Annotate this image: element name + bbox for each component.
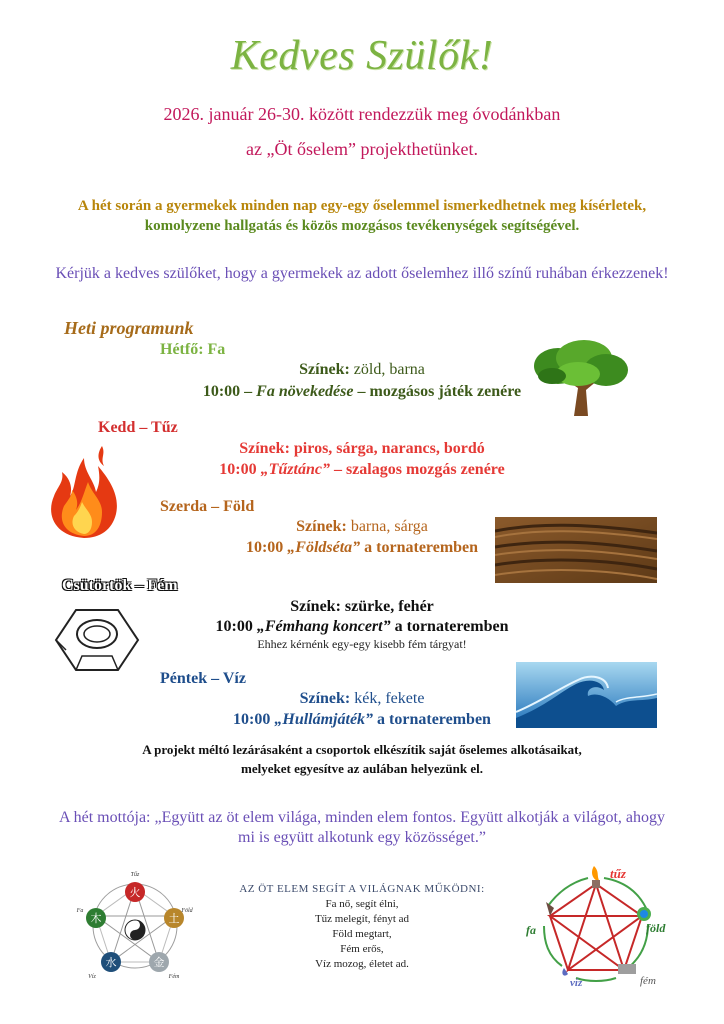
label-fem-right: fém [640,975,656,987]
day-friday-colors: Színek: kék, fekete [299,690,425,707]
day-friday-activity: 10:00 „Hullámjáték” a tornateremben [233,711,491,728]
intro-line-1: A hét során a gyermekek minden nap egy-egy őselemmel ismerkedhetnek meg kísérletek, [77,198,647,214]
label-tuz: Tűz [130,872,140,878]
wave-image [516,662,657,728]
elements-poem [210,882,514,972]
day-thursday-colors: Színek: szürke, fehér [290,598,434,615]
day-thursday-activity: 10:00 „Fémhang koncert” a tornateremben [215,618,509,635]
label-fa: Fa [76,908,84,914]
label-viz: Víz [88,974,96,980]
soil-image [495,517,657,583]
label-viz-right: víz [570,977,583,988]
wu-xing-diagram [70,866,200,984]
wood-glyph: 木 [90,912,102,925]
poem-heading: AZ ÖT ELEM SEGÍT A VILÁGNAK MŰKÖDNI: [239,883,485,895]
day-tuesday-title: Kedd – Tűz [98,419,178,436]
label-fa-right: fa [526,923,536,937]
earth-glyph: 土 [168,912,180,925]
page-title: Kedves Szülők! [230,33,494,79]
day-thursday-title: Csütörtök – Fém [62,577,178,594]
motto-line-2: mi is együtt alkotunk egy közösséget.” [238,829,486,846]
day-wednesday-colors: Színek: barna, sárga [296,518,428,535]
day-monday-colors: Színek: zöld, barna [299,361,425,378]
poem-line-2: Tűz melegít, fényt ad [314,913,410,925]
project-line: az „Öt őselem” projekthetünket. [246,139,478,159]
day-tuesday-colors: Színek: piros, sárga, narancs, bordó [239,440,485,457]
fire-glyph: 火 [129,886,141,899]
tree-image [528,340,630,418]
poem-line-5: Víz mozog, életet ad. [315,958,409,970]
dress-request: Kérjük a kedves szülőket, hogy a gyermekek az adott őselemhez illő színű ruhában érkezzenek! [55,265,669,282]
label-fem: Fém [168,974,180,980]
day-monday-activity: 10:00 – Fa növekedése – mozgásos játék zenére [202,383,522,400]
day-monday-title: Hétfő: Fa [160,341,226,358]
label-fold-right: föld [646,921,666,935]
motto [40,808,684,848]
label-tuz-right: tűz [610,866,626,881]
day-tuesday-activity: 10:00 „Tűztánc” – szalagos mozgás zenére [219,461,505,478]
intro-paragraph [40,196,684,236]
day-wednesday-activity: 10:00 „Földséta” a tornateremben [245,539,479,556]
poem-line-4: Fém erős, [340,943,384,955]
day-thursday-note: Ehhez kérnénk egy-egy kisebb fém tárgyat! [257,637,467,651]
closing-line-2: melyeket egyesítve az aulában helyezünk el. [241,761,483,776]
intro-line-2: komolyzene hallgatás és közös mozgásos tevékenységek segítségével. [144,218,580,234]
metal-glyph: 金 [153,956,165,969]
poem-line-1: Fa nő, segít élni, [325,898,399,910]
hex-nut-image [52,604,142,676]
closing-paragraph [60,740,664,778]
date-line: 2026. január 26-30. között rendezzük meg óvodánkban [163,104,561,124]
day-friday-title: Péntek – Víz [160,670,246,687]
day-wednesday-title: Szerda – Föld [160,498,255,515]
poem-line-3: Föld megtart, [332,928,392,940]
program-heading: Heti programunk [64,318,194,338]
elements-cycle-diagram [524,862,674,988]
water-glyph: 水 [105,956,117,969]
label-fold: Föld [181,908,193,914]
motto-line-1: A hét mottója: „Együtt az öt elem világa, minden elem fontos. Együtt alkotják a világot, ahogy [58,809,666,826]
closing-line-1: A projekt méltó lezárásaként a csoportok elkészítik saját őselemes alkotásaikat, [142,742,582,757]
